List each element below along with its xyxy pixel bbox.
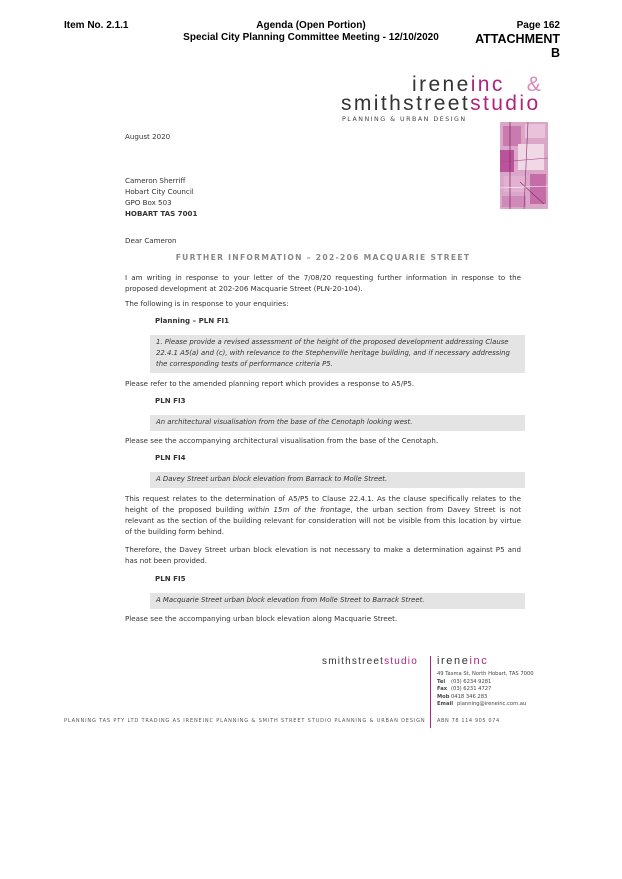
footer-contact <box>437 671 577 709</box>
recipient-po-box: GPO Box 503 <box>125 197 172 207</box>
logo-inc: inc <box>470 73 505 96</box>
footer-email-row <box>437 701 577 709</box>
footer-fax-label: Fax <box>437 686 448 693</box>
footer-address: 49 Tasma St, North Hobart, TAS 7000 <box>437 671 534 677</box>
footer-mob-label: Mob <box>437 693 450 700</box>
attachment-label: ATTACHMENT B <box>475 32 560 60</box>
letter-title: FURTHER INFORMATION – 202-206 MACQUARIE STREET <box>175 253 471 262</box>
agenda-line-2: Special City Planning Committee Meeting - 12/10/2020 <box>183 32 439 43</box>
footer-tel-row <box>437 679 577 687</box>
logo-studio: studio <box>470 92 541 115</box>
recipient-city: HOBART TAS 7001 <box>125 208 198 218</box>
recipient-org: Hobart City Council <box>125 186 194 196</box>
fi4-response-emphasis: within 15m of the frontage <box>247 504 351 514</box>
footer-divider <box>430 656 431 728</box>
smithstreetstudio-logo <box>341 93 541 115</box>
page-info <box>470 20 560 60</box>
fi1-heading: Planning – PLN FI1 <box>155 316 230 325</box>
footer-logo-smithstreet: smithstreet <box>322 656 385 667</box>
following-text: The following is in response to your enquiries: <box>125 299 289 308</box>
footer-fax: (03) 6231 4727 <box>451 686 492 693</box>
footer-trading-name: PLANNING TAS PTY LTD TRADING AS IRENEINC PLANNING & SMITH STREET STUDIO PLANNING & URBAN DESIGN <box>64 718 426 724</box>
footer-smithstreetstudio-logo <box>322 656 418 667</box>
page-number: Page 162 <box>516 20 560 31</box>
fi4-heading: PLN FI4 <box>155 453 186 462</box>
fi4-request-box: A Davey Street urban block elevation from Barrack to Molle Street. <box>150 472 525 488</box>
fi1-response: Please refer to the amended planning report which provides a response to A5/P5. <box>125 379 415 388</box>
recipient-address <box>125 176 197 220</box>
logo-smithstreet: smithstreet <box>341 92 471 115</box>
fi3-response: Please see the accompanying architectural visualisation from the base of the Cenotaph. <box>125 436 439 445</box>
footer-fax-row <box>437 686 577 694</box>
footer-ireneinc-logo <box>437 655 488 667</box>
fi5-heading: PLN FI5 <box>155 574 186 583</box>
fi3-request-box: An architectural visualisation from the base of the Cenotaph looking west. <box>150 415 525 431</box>
footer-abn: ABN 78 114 905 074 <box>437 718 500 724</box>
footer-mob-row <box>437 694 577 702</box>
footer-tel: (03) 6234 9281 <box>451 678 492 685</box>
salutation: Dear Cameron <box>125 236 177 245</box>
footer-logo-studio: studio <box>384 656 418 667</box>
fi5-request-box: A Macquarie Street urban block elevation from Molle Street to Barrack Street. <box>150 593 525 609</box>
agenda-line-1: Agenda (Open Portion) <box>256 20 366 31</box>
fi4-response-part-a: This request relates to the determination of A5/P5 to Clause 22.4.1. As the clause specifically relates to the height of the proposed building <box>125 494 521 514</box>
footer-email[interactable]: planning@ireneinc.com.au <box>457 701 527 708</box>
fi4-response-2: Therefore, the Davey Street urban block elevation is not necessary to make a determination against P5 and has not been provided. <box>125 545 521 565</box>
footer-logo-inc: inc <box>469 655 489 667</box>
logo-tagline: PLANNING & URBAN DESIGN <box>342 116 467 123</box>
logo-irene: irene <box>412 73 471 96</box>
footer-email-label: Email <box>437 701 454 708</box>
recipient-name: Cameron Sherriff <box>125 176 186 185</box>
fi3-heading: PLN FI3 <box>155 396 186 405</box>
decorative-building-image <box>500 122 548 209</box>
logo-ampersand: & <box>526 73 544 96</box>
fi1-request-box: 1. Please provide a revised assessment of the height of the proposed development addressing Clause 22.4.1 A5(a) and (c), with relevance to the Stephenville heritage building, and if necessary addressing the corresponding tests of performance criteria P5. <box>150 335 525 373</box>
agenda-title <box>170 20 452 44</box>
letter-date: August 2020 <box>125 132 171 141</box>
fi4-response <box>125 494 521 538</box>
fi4-response-part-b: , the urban section from Davey Street is not relevant as the section of the building relevant for consideration will not be visible from this location by virtue of the building form behind. <box>125 504 521 536</box>
footer-tel-label: Tel <box>437 678 446 685</box>
footer-mob: 0418 346 283 <box>451 693 488 700</box>
footer-logo-irene: irene <box>437 655 470 667</box>
intro-paragraph: I am writing in response to your letter of the 7/08/20 requesting further information in response to the proposed development at 202-206 Macquarie Street (PLN-20-104). <box>125 273 521 293</box>
item-number: Item No. 2.1.1 <box>64 20 129 31</box>
fi5-response: Please see the accompanying urban block elevation along Macquarie Street. <box>125 614 398 623</box>
